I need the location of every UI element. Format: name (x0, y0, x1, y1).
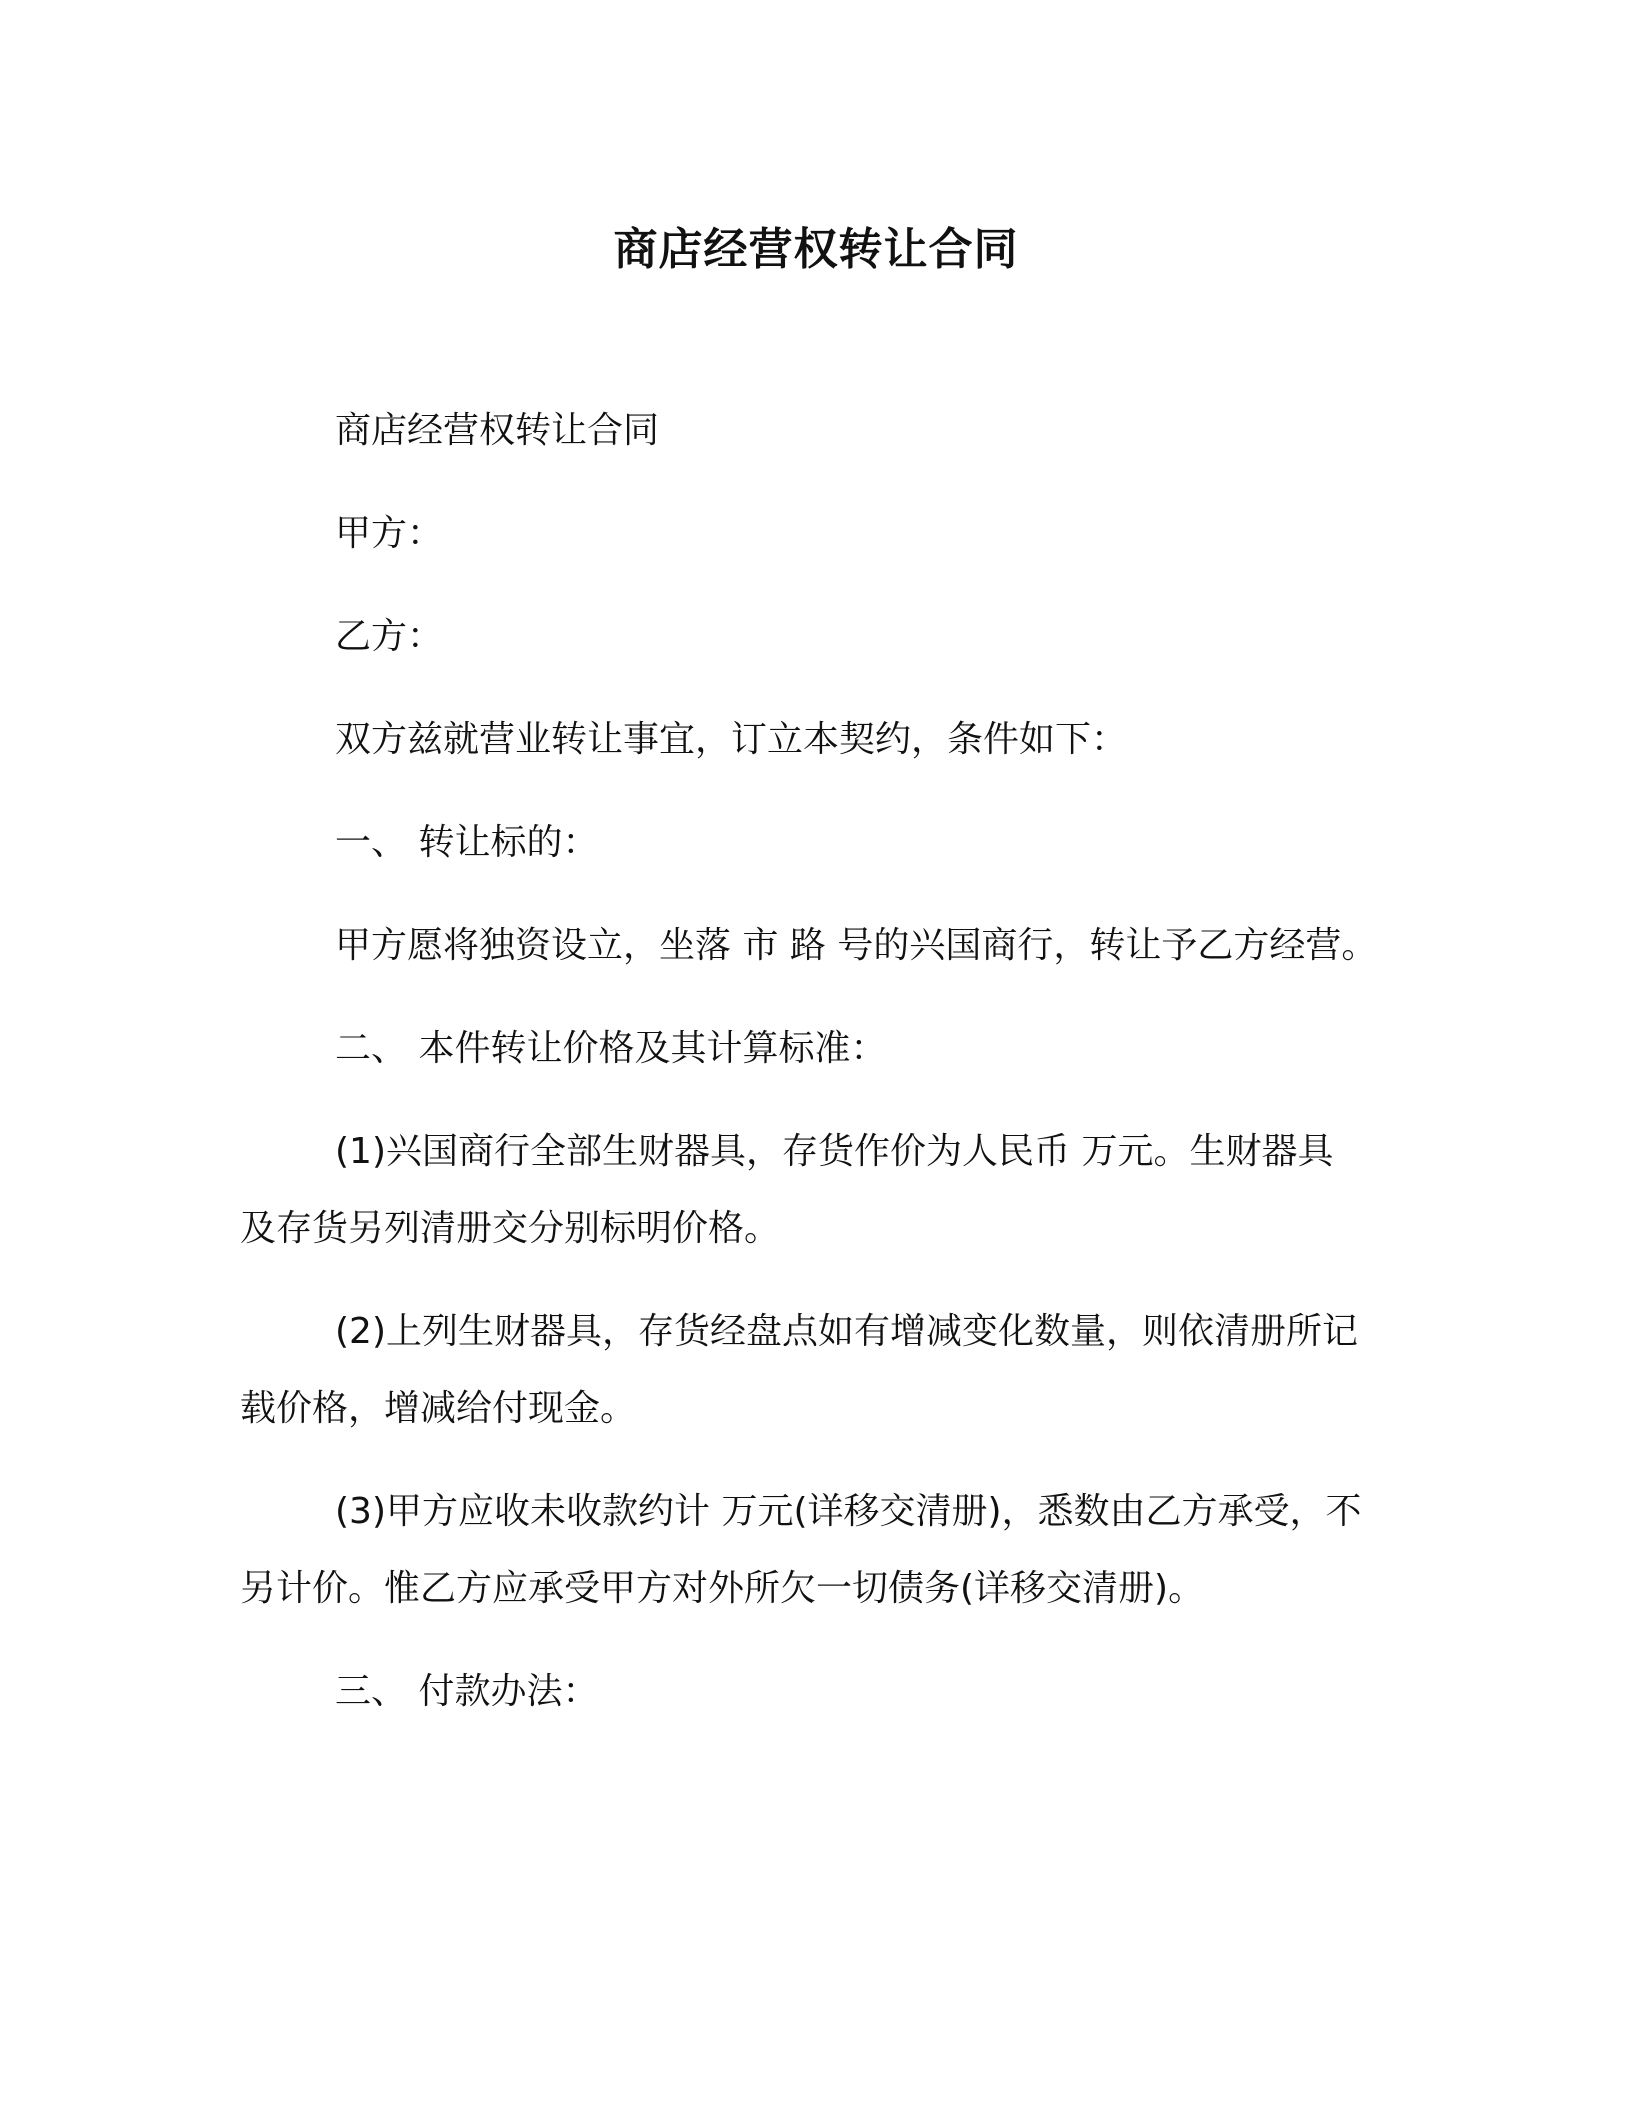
section-2-item-3-line-1: (3)甲方应收未收款约计 万元(详移交清册)，悉数由乙方承受，不 (335, 1491, 1362, 1532)
party-b-label: 乙方： (335, 616, 444, 657)
intro-paragraph: 双方兹就营业转让事宜，订立本契约，条件如下： (335, 719, 1128, 760)
section-3-heading: 三、 付款办法： (335, 1671, 599, 1712)
contract-subtitle: 商店经营权转让合同 (335, 410, 660, 451)
section-2-item-2-line-2: 载价格，增减给付现金。 (240, 1388, 637, 1429)
section-1-text: 甲方愿将独资设立，坐落 市 路 号的兴国商行，转让予乙方经营。 (335, 925, 1378, 966)
section-2-heading: 二、 本件转让价格及其计算标准： (335, 1028, 887, 1069)
section-2-item-1-line-1: (1)兴国商行全部生财器具，存货作价为人民币 万元。生财器具 (335, 1131, 1334, 1172)
section-2-item-1-line-2: 及存货另列清册交分别标明价格。 (240, 1208, 781, 1249)
party-a-label: 甲方： (335, 513, 444, 554)
section-2-item-3-line-2: 另计价。惟乙方应承受甲方对外所欠一切债务(详移交清册)。 (240, 1568, 1205, 1609)
document-title: 商店经营权转让合同 (613, 224, 1019, 275)
section-1-heading: 一、 转让标的： (335, 822, 599, 863)
section-2-item-2-line-1: (2)上列生财器具，存货经盘点如有增减变化数量，则依清册所记 (335, 1311, 1358, 1352)
